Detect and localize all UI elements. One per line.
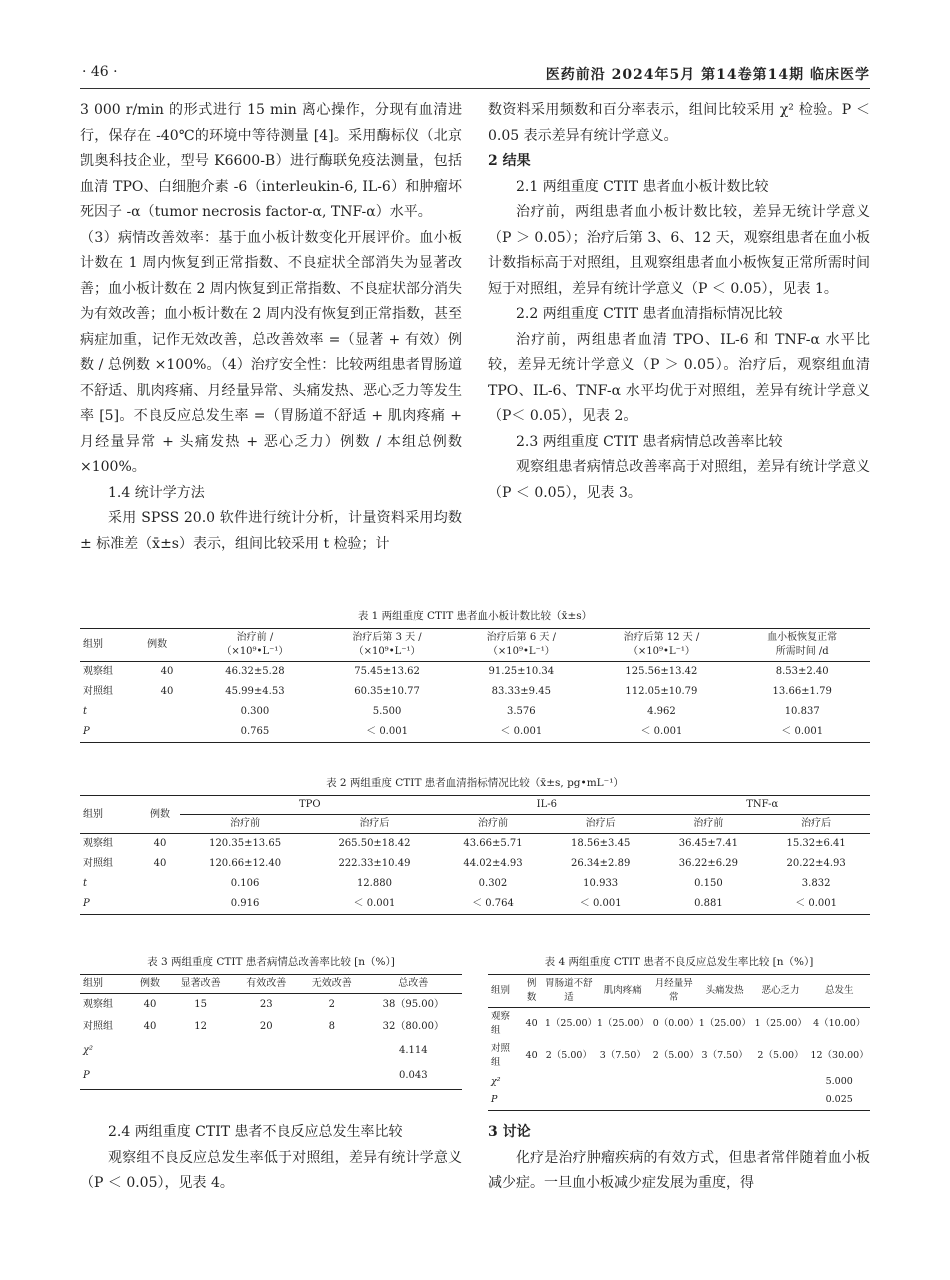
table-row: 观察组 40 1（25.00） 1（25.00） 0（0.00） 1（25.00） 1（25.00） 4（10.00） bbox=[491, 1011, 866, 1036]
section-heading-2-1: 2.1 两组重度 CTIT 患者血小板计数比较 bbox=[516, 178, 769, 195]
table-header: 治疗前 / （×10⁹•L⁻¹） bbox=[190, 629, 320, 662]
table-4-caption: 表 4 两组重度 CTIT 患者不良反应总发生率比较 [n（%）] bbox=[544, 956, 814, 968]
paragraph-2-1: 治疗前，两组患者血小板计数比较，差异无统计学意义（P ＞ 0.05）；治疗后第 3、6、12 天，观察组患者在血小板计数指标高于对照组，且观察组患者血小板恢复正常所需时间短于对照组，差异有统计学意义（P ＜ 0.05），见表 1。 bbox=[488, 204, 870, 297]
table-row: P 0.916 ＜ 0.001 ＜ 0.764 ＜ 0.001 0.881 ＜ 0.001 bbox=[80, 894, 870, 915]
table-4 bbox=[488, 954, 870, 1111]
table-3-caption: 表 3 两组重度 CTIT 患者病情总改善率比较 [n（%）] bbox=[147, 956, 395, 968]
paragraph-statistics: 采用 SPSS 20.0 软件进行统计分析，计量资料采用均数 ± 标准差（x̄±s）表示，组间比较采用 t 检验；计 bbox=[80, 510, 462, 552]
table-row: t 0.300 5.500 3.576 4.962 10.837 bbox=[83, 706, 820, 717]
table-header: 组别 bbox=[80, 796, 140, 834]
table-subheader: 治疗后 bbox=[310, 815, 439, 834]
table-row: χ² 5.000 bbox=[491, 1075, 853, 1087]
table-header: 治疗后第 3 天 / （×10⁹•L⁻¹） bbox=[320, 629, 454, 662]
journal-info: 医药前沿 2024年5月 第14卷第14期 临床医学 bbox=[545, 67, 870, 83]
section-heading-2-2: 2.2 两组重度 CTIT 患者血清指标情况比较 bbox=[516, 306, 783, 322]
table-row: 观察组 40 15 23 2 38（95.00） bbox=[83, 998, 444, 1010]
right-column bbox=[488, 98, 870, 506]
page-number: · 46 · bbox=[82, 64, 118, 80]
table-header: 无效改善 bbox=[299, 975, 365, 994]
table-header: 例数 bbox=[140, 796, 181, 834]
table-header: 恶心乏力 bbox=[753, 975, 809, 1008]
paragraph-statistics-cont: 数资料采用频数和百分率表示，组间比较采用 χ² 检验。P ＜ 0.05 表示差异有统计学意义。 bbox=[488, 102, 870, 144]
table-subheader: 治疗前 bbox=[439, 815, 547, 834]
table-3 bbox=[80, 954, 462, 1090]
header-rule bbox=[80, 88, 870, 89]
table-header: TPO bbox=[180, 796, 439, 815]
table-2 bbox=[80, 775, 870, 915]
table-header: 月经量异常 bbox=[651, 975, 697, 1008]
table-row: P 0.025 bbox=[488, 1091, 870, 1110]
table-header: 显著改善 bbox=[168, 975, 234, 994]
table-row: 对照组 40 120.66±12.40 222.33±10.49 44.02±4.93 26.34±2.89 36.22±6.29 20.22±4.93 bbox=[83, 858, 846, 869]
paragraph-evaluation-criteria: （3）病情改善效率：基于血小板计数变化开展评价。血小板计数在 1 周内恢复到正常指数、不良症状全部消失为显著改善；血小板计数在 2 周内恢复到正常指数、不良症状部分消失为有效改善；血小板计数在 2 周内没有恢复到正常指数，甚至病症加重，记作无效改善，总改善效率 =（显著 + 有效）例数 / 总例数 ×100%。（4）治疗安全性：比较两组患者胃肠道不舒适、肌肉疼痛、月经量异常、头痛发热、恶心乏力等发生率 [5]。不良反应总发生率 =（胃肠道不舒适 + 肌肉疼痛 + 月经量异常 + 头痛发热 + 恶心乏力）例数 / 本组总例数 ×100%。 bbox=[80, 229, 462, 475]
table-subheader: 治疗后 bbox=[547, 815, 655, 834]
table-subheader: 治疗后 bbox=[762, 815, 870, 834]
table-row: 对照组 40 2（5.00） 3（7.50） 2（5.00） 3（7.50） 2（5.00） 12（30.00） bbox=[491, 1043, 869, 1068]
table-header: 治疗后第 12 天 / （×10⁹•L⁻¹） bbox=[588, 629, 734, 662]
table-row: P 0.765 ＜ 0.001 ＜ 0.001 ＜ 0.001 ＜ 0.001 bbox=[80, 722, 870, 743]
table-header: 总改善 bbox=[365, 975, 462, 994]
running-header bbox=[80, 64, 870, 84]
paragraph-discussion: 化疗是治疗肿瘤疾病的有效方式，但患者常伴随着血小板减少症。一旦血小板减少症发展为重度，得 bbox=[488, 1149, 870, 1191]
table-row: P 0.043 bbox=[80, 1064, 462, 1090]
table-header: 组别 bbox=[488, 975, 520, 1008]
table-header: 组别 bbox=[80, 975, 132, 994]
table-1 bbox=[80, 608, 870, 743]
table-header: 组别 bbox=[80, 629, 144, 662]
table-header: 肌肉疼痛 bbox=[595, 975, 651, 1008]
table-header: 总发生 bbox=[808, 975, 870, 1008]
table-header: 有效改善 bbox=[233, 975, 299, 994]
left-column bbox=[80, 98, 462, 557]
table-header: TNF-α bbox=[655, 796, 870, 815]
section-heading-2-3: 2.3 两组重度 CTIT 患者病情总改善率比较 bbox=[516, 433, 783, 450]
table-header: 例数 bbox=[132, 975, 168, 994]
section-heading-results: 2 结果 bbox=[488, 153, 531, 169]
paragraph-2-3: 观察组患者病情总改善率高于对照组，差异有统计学意义（P ＜ 0.05），见表 3。 bbox=[488, 459, 870, 501]
table-header: 胃肠道不舒适 bbox=[543, 975, 595, 1008]
table-header: 例数 bbox=[520, 975, 543, 1008]
table-row: 对照组 40 12 20 8 32（80.00） bbox=[83, 1020, 444, 1032]
table-row: χ² 4.114 bbox=[83, 1044, 428, 1056]
table-header: 头痛发热 bbox=[697, 975, 753, 1008]
section-heading-discussion: 3 讨论 bbox=[488, 1124, 531, 1140]
table-header: 例数 bbox=[144, 629, 190, 662]
table-2-caption: 表 2 两组重度 CTIT 患者血清指标情况比较（x̄±s, pg•mL⁻¹） bbox=[326, 777, 624, 789]
section-heading-1-4: 1.4 统计学方法 bbox=[108, 484, 205, 501]
paragraph-sample-processing: 3 000 r/min 的形式进行 15 min 离心操作，分现有血清进行，保存在 -40℃的环境中等待测量 [4]。采用酶标仪（北京凯奥科技企业，型号 K6600-B）进行酶联免疫法测量，包括血清 TPO、白细胞介素 -6（interleukin-6, IL-6）和肿瘤坏死因子 -α（tumor necrosis factor-α, TNF-α）水平。 bbox=[80, 102, 462, 220]
bottom-left-column bbox=[80, 1120, 462, 1197]
table-header: IL-6 bbox=[439, 796, 654, 815]
section-heading-2-4: 2.4 两组重度 CTIT 患者不良反应总发生率比较 bbox=[108, 1124, 403, 1140]
table-row: 观察组 40 120.35±13.65 265.50±18.42 43.66±5.71 18.56±3.45 36.45±7.41 15.32±6.41 bbox=[83, 838, 846, 849]
table-row: t 0.106 12.880 0.302 10.933 0.150 3.832 bbox=[83, 878, 831, 889]
paragraph-2-2: 治疗前，两组患者血清 TPO、IL-6 和 TNF-α 水平比较，差异无统计学意义（P ＞ 0.05）。治疗后，观察组血清 TPO、IL-6、TNF-α 水平均优于对照组，差异有统计学意义（P＜ 0.05），见表 2。 bbox=[488, 331, 870, 424]
table-header: 血小板恢复正常 所需时间 /d bbox=[734, 629, 870, 662]
paragraph-2-4: 观察组不良反应总发生率低于对照组，差异有统计学意义（P ＜ 0.05），见表 4。 bbox=[80, 1149, 462, 1191]
table-subheader: 治疗前 bbox=[180, 815, 309, 834]
bottom-right-column bbox=[488, 1120, 870, 1197]
table-row: 观察组 40 46.32±5.28 75.45±13.62 91.25±10.34 125.56±13.42 8.53±2.40 bbox=[83, 666, 829, 677]
table-subheader: 治疗前 bbox=[655, 815, 763, 834]
table-header: 治疗后第 6 天 / （×10⁹•L⁻¹） bbox=[454, 629, 588, 662]
table-1-caption: 表 1 两组重度 CTIT 患者血小板计数比较（x̄±s） bbox=[357, 610, 593, 622]
table-row: 对照组 40 45.99±4.53 60.35±10.77 83.33±9.45 112.05±10.79 13.66±1.79 bbox=[83, 686, 832, 697]
